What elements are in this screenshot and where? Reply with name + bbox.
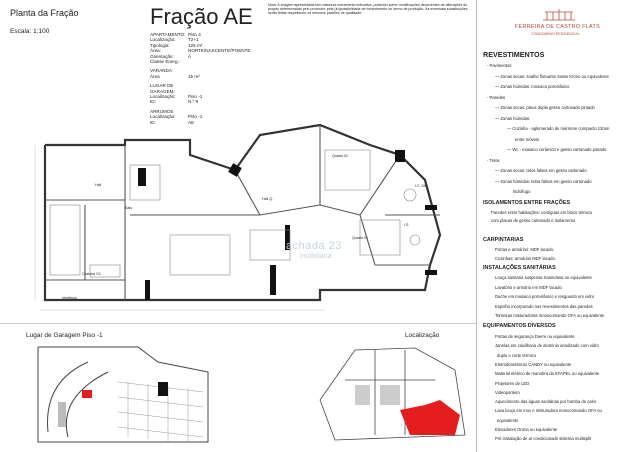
spec-list-item: Lava louça em inox e misturadora monocomando OFA ou	[495, 408, 602, 414]
scale-label: Escala: 1:100	[10, 28, 50, 35]
plan-title: Planta da Fração	[10, 8, 79, 18]
garage-spot-highlight	[82, 390, 92, 398]
spec-label: Tipologia:	[150, 42, 170, 48]
watermark-line1: achada 23	[286, 240, 342, 252]
room-label-hall-q: Hall Q.	[262, 197, 273, 201]
floor-plan	[30, 105, 460, 320]
spec-label: APARTAMENTO:	[150, 32, 186, 37]
garage-plan	[28, 342, 218, 447]
spec-value: Piso -1	[188, 94, 203, 100]
spec-label: ID:	[150, 99, 156, 105]
section-divider	[0, 323, 476, 324]
spec-list-item: Lavatório e armário em MDF lacado	[495, 284, 562, 290]
spec-value: Piso 4	[188, 32, 201, 37]
spec-label: Área	[150, 73, 160, 79]
spec-list-item: Projetores de LED	[495, 380, 530, 386]
spec-value: AE	[188, 119, 195, 125]
spec-list-item: Videoporteiro	[495, 389, 520, 395]
watermark-line2: imobiliária	[300, 253, 332, 260]
spec-label: Localização:	[150, 94, 176, 100]
spec-label: Orientação:	[150, 53, 174, 59]
room-label-ic04: I.C. 04	[415, 184, 426, 188]
room-label-quarto1: Quarto 01	[352, 236, 368, 240]
brand-logo-icon	[539, 8, 579, 22]
spec-list-item: Portas de segurança Dierre ou equivalente	[495, 334, 575, 339]
location-title: Localização	[405, 332, 440, 339]
room-label-hall: Hall	[95, 183, 102, 187]
spec-value: 15 m²	[188, 73, 200, 79]
spec-list-item: Janelas em caixilharia de alumínio anodizado com vidro	[495, 343, 599, 349]
location-plan	[315, 340, 475, 445]
section-equipamentos-title: EQUIPAMENTOS DIVERSOS	[483, 323, 556, 329]
spec-label: Área:	[150, 48, 161, 54]
spec-value: N.º 9	[188, 99, 199, 105]
spec-list-item: — Zonas húmidas: mosaico porcelânico	[495, 84, 570, 89]
spec-list-item: — Zonas secas: placa dupla gesso cartonado pintado	[495, 105, 595, 110]
room-label-vestibulo: Vestíbulo	[62, 296, 77, 300]
section-sanitarias-title: INSTALAÇÕES SANITÁRIAS	[483, 265, 556, 271]
spec-list-item: entre móveis	[515, 136, 539, 142]
spec-list-item: — Zonas secas: soalho flutuante Swiss Krono ou equivalente	[495, 73, 609, 79]
spec-value: A	[188, 53, 192, 59]
room-label-quarto2: Quarto 02	[332, 154, 348, 158]
spec-list-item: Aquecimento das águas sanitárias por bomba de calor	[495, 399, 597, 405]
spec-list-item: Louça sanitária suspensa Sanindusa ou equivalente	[495, 275, 592, 280]
spec-list-item: equivalente	[497, 417, 519, 423]
spec-list-item: Pré instalação de ar condicionado sistema multisplit	[495, 436, 592, 442]
room-label-wc: I.S.	[404, 223, 410, 227]
spec-list-item: Espelho incorporado nos revestimentos das paredes	[495, 303, 593, 309]
spec-list-item: Paredes entre habitações: contíguas em bloco térmico	[491, 210, 593, 215]
spec-list-item: Elevadores Orona ou equivalente	[495, 427, 558, 432]
spec-list-item: Duche em mosaico porcelânico e resguardo em vidro	[495, 294, 595, 299]
spec-label: ARRUMOS	[150, 108, 174, 114]
spec-list-item: hidrófugo	[513, 189, 531, 194]
spec-list-item: — Zonas secas: tetos falsos em gesso cartonado	[495, 168, 587, 173]
brand-name: FERREIRA DE CASTRO FLATS	[515, 24, 600, 30]
spec-value: 125 m²	[188, 42, 203, 48]
spec-label: LUGAR DE GARAGEM:	[150, 83, 175, 94]
spec-list-item: — Zonas húmidas: tetos falsos em gesso cartonado	[495, 178, 592, 184]
spec-list-item: — Wc - mosaico cerâmico e gesso cartonado pintado	[507, 147, 607, 152]
spec-list-item: Material elétrico de manobra da EFAPEL ou equivalente	[495, 371, 600, 377]
section-isolamentos-title: ISOLAMENTOS ENTRE FRAÇÕES	[483, 200, 571, 206]
specs-garagem	[150, 83, 270, 105]
spec-list-item: - Paredes	[487, 94, 506, 100]
spec-list-item: Eletrodomésticos CANDY ou equivalente	[495, 361, 572, 367]
spec-value: NORTE/NASCENTE/POENTE	[188, 48, 251, 54]
section-revestimentos-title: REVESTIMENTOS	[483, 50, 545, 59]
spec-label: Localização:	[150, 37, 176, 43]
spec-list-item: — Zonas húmidas:	[495, 115, 531, 121]
spec-list-item: duplo e corte térmico	[497, 352, 537, 358]
spec-list-item: - Tetos	[487, 157, 500, 163]
disclaimer-note: Nota: A imagem apresentada tem natureza meramente indicativa, podendo sofrer modificações decorrentes de alterações do projeto determinadas pelo promotor, pela (in)possibilidade de fornecimento ou termo de produção. As eventuais substituições serão feitas respeitando os mesmos padrões de qualidade.	[268, 3, 468, 16]
spec-list-item: - Pavimentos	[487, 63, 512, 68]
spec-value: T2+1	[188, 37, 199, 43]
room-label-cozinha: Cozinha G1	[82, 272, 101, 276]
spec-list-item: Torneiras misturadoras monocomando OFA ou equivalente	[495, 313, 605, 318]
location-highlight	[400, 400, 460, 435]
spec-label: Localização:	[150, 114, 176, 120]
spec-value: Piso -1	[188, 114, 203, 120]
spec-list-item: — Cozinha - aglomerado de mármore compacto 12mm	[507, 126, 610, 131]
spec-list-item: Portas e armários: MDF lacado.	[495, 247, 555, 252]
brand-tagline: CONDOMÍNIO RESIDENCIAL	[531, 32, 580, 36]
spec-list-item: com placas de gesso cartonado e isolamento	[491, 217, 576, 223]
spec-label: VARANDA:	[150, 68, 174, 74]
spec-label: ID:	[150, 119, 156, 125]
section-carpintarias-title: CARPINTARIAS	[483, 237, 524, 243]
fraction-title: Fração AE	[150, 4, 253, 29]
spec-label: Classe Energ.:	[150, 59, 181, 65]
specs-varanda	[150, 68, 270, 79]
garage-title: Lugar de Garagem Piso -1	[26, 332, 103, 339]
spec-row	[150, 83, 270, 94]
specifications-panel	[476, 0, 640, 452]
specs-apartamento	[150, 32, 270, 64]
room-label-salo: Salo	[125, 206, 133, 210]
spec-list-item: Cozinhas: armários MDF lacado.	[495, 256, 556, 261]
